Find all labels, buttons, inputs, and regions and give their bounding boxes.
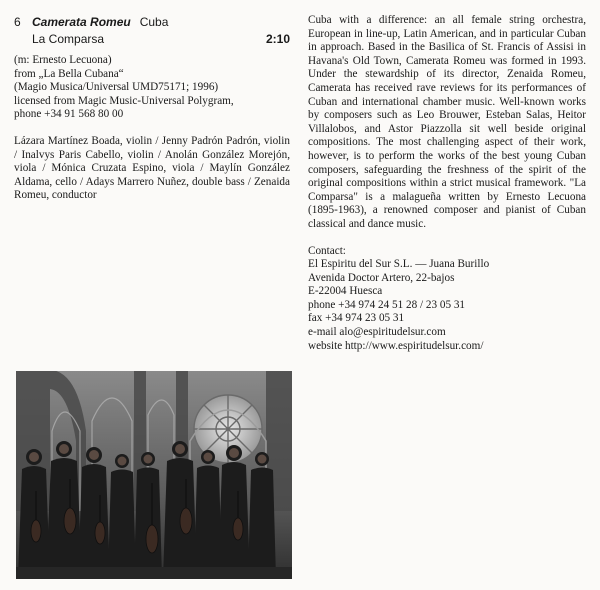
musician-figure (194, 450, 222, 579)
musician-figure (218, 445, 250, 579)
musician-figure (108, 454, 136, 579)
contact-line: Avenida Doctor Artero, 22-bajos (308, 271, 455, 284)
musician-figure (163, 441, 197, 579)
track-header (14, 14, 290, 48)
contact-line: phone +34 974 24 51 28 / 23 05 31 (308, 298, 466, 311)
credits-block (14, 54, 290, 122)
credit-line: (Magio Musica/Universal UMD75171; 1996) (14, 81, 219, 94)
credit-line: from „La Bella Cubana“ (14, 67, 124, 80)
contact-line: fax +34 974 23 05 31 (308, 312, 405, 325)
right-column (308, 14, 586, 353)
musician-figure (46, 441, 82, 579)
contact-line: E-22004 Huesca (308, 285, 383, 298)
credit-line: (m: Ernesto Lecuona) (14, 54, 112, 66)
credit-line: licensed from Magic Music-Universal Polygram, (14, 94, 234, 107)
musician-figure (78, 447, 110, 579)
contact-website-link[interactable]: website http://www.espiritudelsur.com/ (308, 339, 484, 352)
cello (146, 525, 158, 553)
musician-figure (248, 452, 276, 579)
contact-email-link[interactable]: e-mail alo@espiritudelsur.com (308, 326, 446, 339)
musicians-list: Lázara Martínez Boada, violin / Jenny Padrón Padrón, violin / Inalvys Paris Cabello, violin / Anolán González Morejón, viola / Mónica Cruzata Espino, viola / Maylín González Aldama, cello / Adays Marrero Nuñez, double bass / Zenaida Romeu, conductor (14, 134, 290, 202)
contact-heading: Contact: (308, 244, 346, 257)
ensemble-photo-illustration (16, 371, 292, 579)
contact-block (308, 245, 586, 354)
track-duration: 2:10 (265, 32, 290, 46)
track-number: 6 (14, 15, 21, 29)
left-column (14, 14, 290, 203)
ensemble-photo (16, 371, 292, 579)
musician-figure (134, 452, 162, 579)
contact-line: El Espiritu del Sur S.L. — Juana Burillo (308, 258, 490, 271)
track-title: La Comparsa (32, 32, 105, 46)
description-text: Cuba with a difference: an all female string orchestra, European in line-up, Latin American, and in particular Cuban in approach. Based in the Basilica of St. Francis of Assisi in Havana's Old Town, Camerata Romeu was formed in 1993. Under the stewardship of its director, Zenaida Romeu, Camerata has received rave reviews for its performances of Cuban and international chamber music. Well-known works by composers such as Leo Brouwer, Esteban Salas, Heitor Villalobos, and Astor Piazzolla sit well beside original compositions. The most challenging aspect of their work, however, is to perform the works of the best young Cuban composers, safeguarding the freshness of the spirit of the original compositions within a strict musical framework. "La Comparsa" is a malagueña written by Ernesto Lecuona (1895-1963), a renowned composer and pianist of Cuban classical and dance music. (308, 14, 586, 230)
artist-name: Camerata Romeu (32, 15, 131, 29)
artist-country: Cuba (139, 15, 169, 29)
credit-line: phone +34 91 568 80 00 (14, 108, 124, 121)
